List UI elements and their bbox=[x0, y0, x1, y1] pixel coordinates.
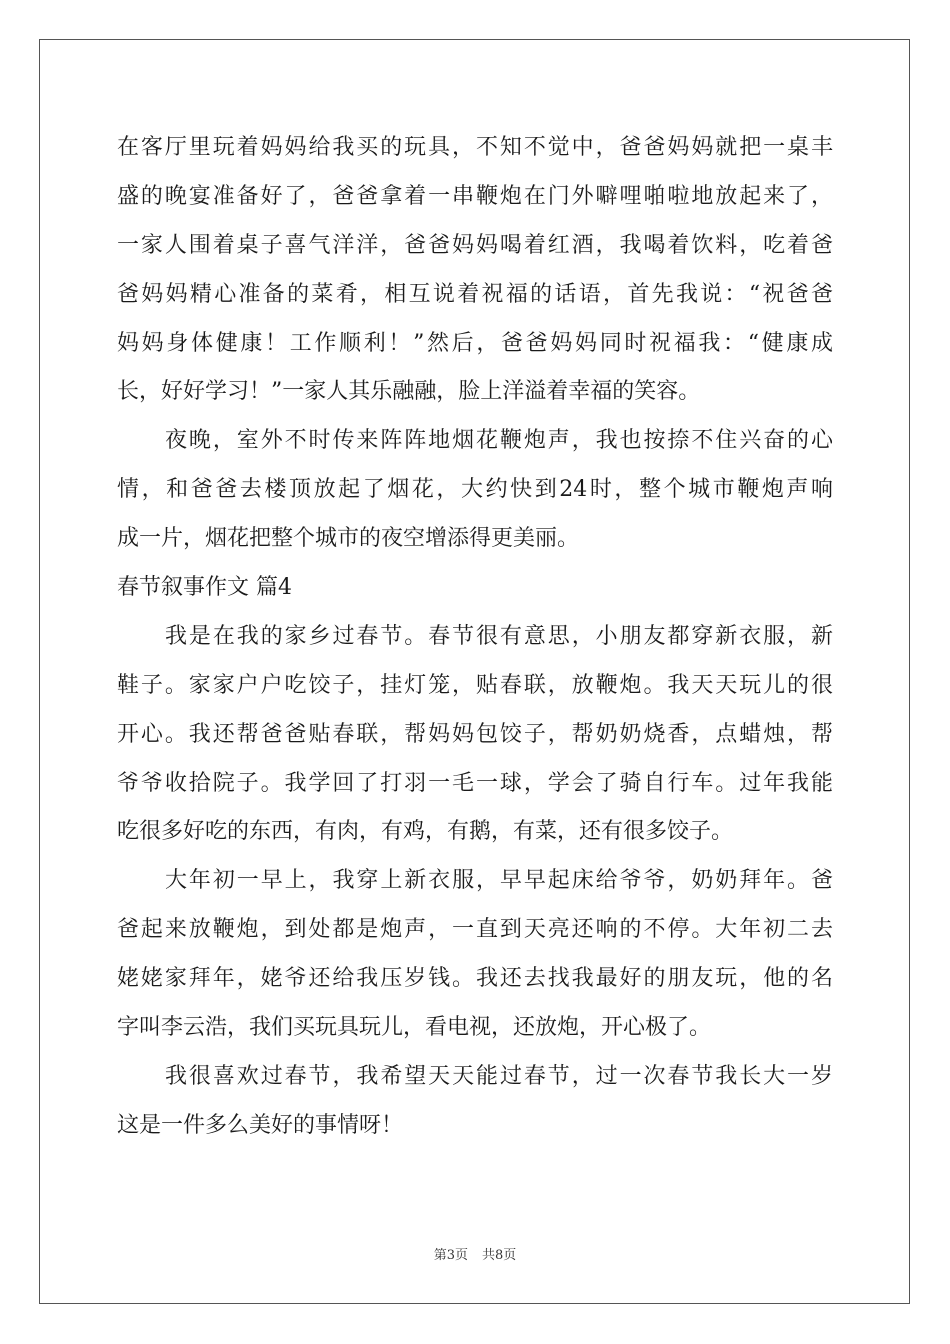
text-line: 我是在我的家乡过春节。春节很有意思，小朋友都穿新衣服，新 bbox=[165, 623, 833, 649]
document-body bbox=[117, 124, 833, 1151]
text-line: 字叫李云浩，我们买玩具玩儿，看电视，还放炮，开心极了。 bbox=[117, 1015, 712, 1041]
text-line: 妈妈身体健康！工作顺利！”然后，爸爸妈妈同时祝福我：“健康成 bbox=[117, 330, 833, 356]
text-line: 情，和爸爸去楼顶放起了烟花，大约快到24时，整个城市鞭炮声响 bbox=[117, 477, 833, 503]
text-line: 这是一件多么美好的事情呀！ bbox=[117, 1112, 404, 1138]
section-heading: 春节叙事作文 篇4 bbox=[117, 575, 292, 601]
text-line: 大年初一早上，我穿上新衣服，早早起床给爷爷，奶奶拜年。爸 bbox=[165, 868, 833, 894]
text-line: 鞋子。家家户户吃饺子，挂灯笼，贴春联，放鞭炮。我天天玩儿的很 bbox=[117, 672, 833, 698]
text-line: 姥姥家拜年，姥爷还给我压岁钱。我还去找我最好的朋友玩，他的名 bbox=[117, 966, 833, 992]
text-line: 在客厅里玩着妈妈给我买的玩具，不知不觉中，爸爸妈妈就把一桌丰 bbox=[117, 135, 833, 160]
text-line: 成一片，烟花把整个城市的夜空增添得更美丽。 bbox=[117, 526, 580, 552]
text-line: 一家人围着桌子喜气洋洋，爸爸妈妈喝着红酒，我喝着饮料，吃着爸 bbox=[117, 232, 833, 258]
text-line: 长，好好学习！”一家人其乐融融，脸上洋溢着幸福的笑容。 bbox=[117, 379, 701, 405]
page-total: 共8页 bbox=[482, 1248, 517, 1263]
text-line: 爷爷收拾院子。我学回了打羽一毛一球，学会了骑自行车。过年我能 bbox=[117, 770, 833, 796]
text-line: 盛的晚宴准备好了，爸爸拿着一串鞭炮在门外噼哩啪啦地放起来了， bbox=[117, 183, 833, 209]
text-line: 吃很多好吃的东西，有肉，有鸡，有鹅，有菜，还有很多饺子。 bbox=[117, 819, 734, 845]
text-line: 爸妈妈精心准备的菜肴，相互说着祝福的话语，首先我说：“祝爸爸 bbox=[117, 281, 833, 307]
text-line: 爸起来放鞭炮，到处都是炮声，一直到天亮还响的不停。大年初二去 bbox=[117, 917, 833, 943]
text-line: 夜晚，室外不时传来阵阵地烟花鞭炮声，我也按捺不住兴奋的心 bbox=[165, 428, 833, 454]
page-footer bbox=[0, 1247, 950, 1265]
text-line: 我很喜欢过春节，我希望天天能过春节，过一次春节我长大一岁 bbox=[165, 1063, 833, 1089]
text-line: 开心。我还帮爸爸贴春联，帮妈妈包饺子，帮奶奶烧香，点蜡烛，帮 bbox=[117, 721, 833, 747]
page-number: 第3页 bbox=[433, 1248, 468, 1263]
